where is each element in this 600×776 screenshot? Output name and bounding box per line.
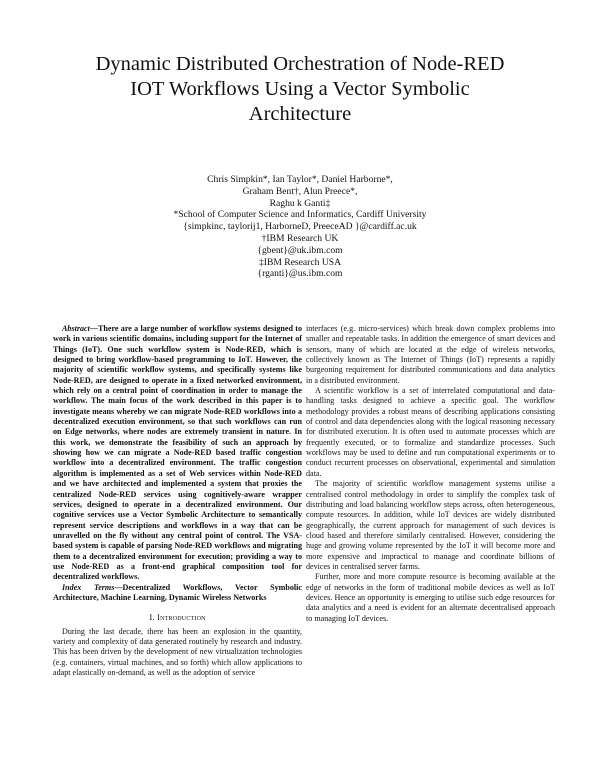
title-line: Architecture: [248, 103, 352, 125]
body-paragraph: During the last decade, there has been an explosion in the quantity, variety and complexity of data generated routinely by research and industry. This has been driven by the development of new virtualization technologies (e.g. containers, virtual machines, and so forth) which allow applications to adapt elastically on-demand, as well as the adoption of service: [53, 626, 302, 677]
abstract-label: Abstract: [62, 324, 90, 333]
affiliation-line: ‡IBM Research USA: [258, 256, 342, 268]
left-column: [53, 324, 302, 678]
section-heading: I. Introduction: [149, 612, 206, 623]
author-line: Graham Bent†, Alun Preece*,: [242, 185, 358, 197]
title-line: IOT Workflows Using a Vector Symbolic: [130, 78, 470, 100]
author-line: Raghu k Ganti‡: [269, 197, 331, 209]
affiliation-line: †IBM Research UK: [261, 232, 339, 244]
index-terms-label: Index Terms: [62, 582, 115, 592]
body-paragraph: interfaces (e.g. micro-services) which break down complex problems into smaller and repeatable tasks. In addition the emergence of smart devices and sensors, many of which are located at the edge of wireless networks, collectively known as The Internet of Things (IoT) represents a rapidly burgeoning requirement for distributed communications and data analytics in a distributed environment.: [306, 324, 555, 385]
author-block: [100, 174, 500, 280]
body-paragraph: The majority of scientific workflow management systems utilise a centralised control methodology in order to simplify the complex task of distributing and load balancing workflow steps across, often heterogeneous, compute resources. In addition, while IoT devices are widely distributed geographically, the current approach for management of such devices is cloud based and therefore similarly centralised. However, considering the huge and growing volume represented by the IoT it will become more and more expensive and impractical to manage and coordinate billions of devices in centralised server farms.: [306, 479, 555, 571]
affiliation-line: *School of Computer Science and Informatics, Cardiff University: [173, 209, 427, 221]
index-terms: [53, 583, 302, 604]
abstract: [53, 324, 302, 583]
paper-title: [40, 52, 560, 127]
author-line: Chris Simpkin*, Ian Taylor*, Daniel Harborne*,: [207, 174, 393, 185]
email-line: {simpkinc, taylorij1, HarborneD, PreeceAD }@cardiff.ac.uk: [183, 221, 417, 233]
right-column: [306, 324, 555, 624]
index-terms-text: —Decentralized Workflows, Vector Symbolic Architecture, Machine Learning, Dynamic Wireless Networks: [53, 582, 303, 602]
email-line: {gbent}@uk.ibm.com: [257, 244, 343, 256]
body-paragraph: A scientific workflow is a set of interrelated computational and data-handling tasks designed to achieve a specific goal. The workflow methodology provides a robust means of describing applications consisting of control and data dependencies along with the logical reasoning necessary for distributed execution. It is often used to automate processes which are frequently executed, or to formalize and standardize processes. Such workflows may be used to define and run computational experiments or to conduct recurrent processes on observational, experimental and simulation data.: [306, 386, 555, 478]
email-line: {rganti}@us.ibm.com: [257, 268, 343, 280]
body-paragraph: Further, more and more compute resource is becoming available at the edge of networks in the form of traditional mobile devices as well as IoT devices. Hence an opportunity is emerging to utilise such edge resources for data analytics and a need is evident for an alternate decentralised approach to managing IoT devices.: [306, 572, 555, 623]
title-line: Dynamic Distributed Orchestration of Node-RED: [95, 53, 505, 75]
abstract-text: —There are a large number of workflow systems designed to work in various scientific domains, including support for the Internet of Things (IoT). One such workflow system is Node-RED, which is designed to bring workflow-based programming to IoT. However, the majority of scientific workflow systems, and specifically systems like Node-RED, are designed to operate in a fixed networked environment, which rely on a central point of coordination in order to manage the workflow. The main focus of the work described in this paper is to investigate means whereby we can migrate Node-RED workflows into a decentralized execution environment, so that such workflows can run on Edge networks, where nodes are extremely transient in nature. In this work, we demonstrate the feasibility of such an approach by showing how we can migrate a Node-RED based traffic congestion workflow into a decentralized environment. The traffic congestion algorithm is implemented as a set of Web services within Node-RED and we have architected and implemented a system that proxies the centralized Node-RED services using cognitively-aware wrapper services, designed to operate in a decentralized environment. Our cognitive services use a Vector Symbolic Architecture to semantically represent service descriptions and workflows in a way that can be unravelled on the fly without any central point of control. The VSA-based system is capable of parsing Node-RED workflows and migrating them to a decentralized environment for execution; providing a way to use Node-RED as a front-end graphical composition tool for decentralized workflows.: [53, 324, 302, 582]
